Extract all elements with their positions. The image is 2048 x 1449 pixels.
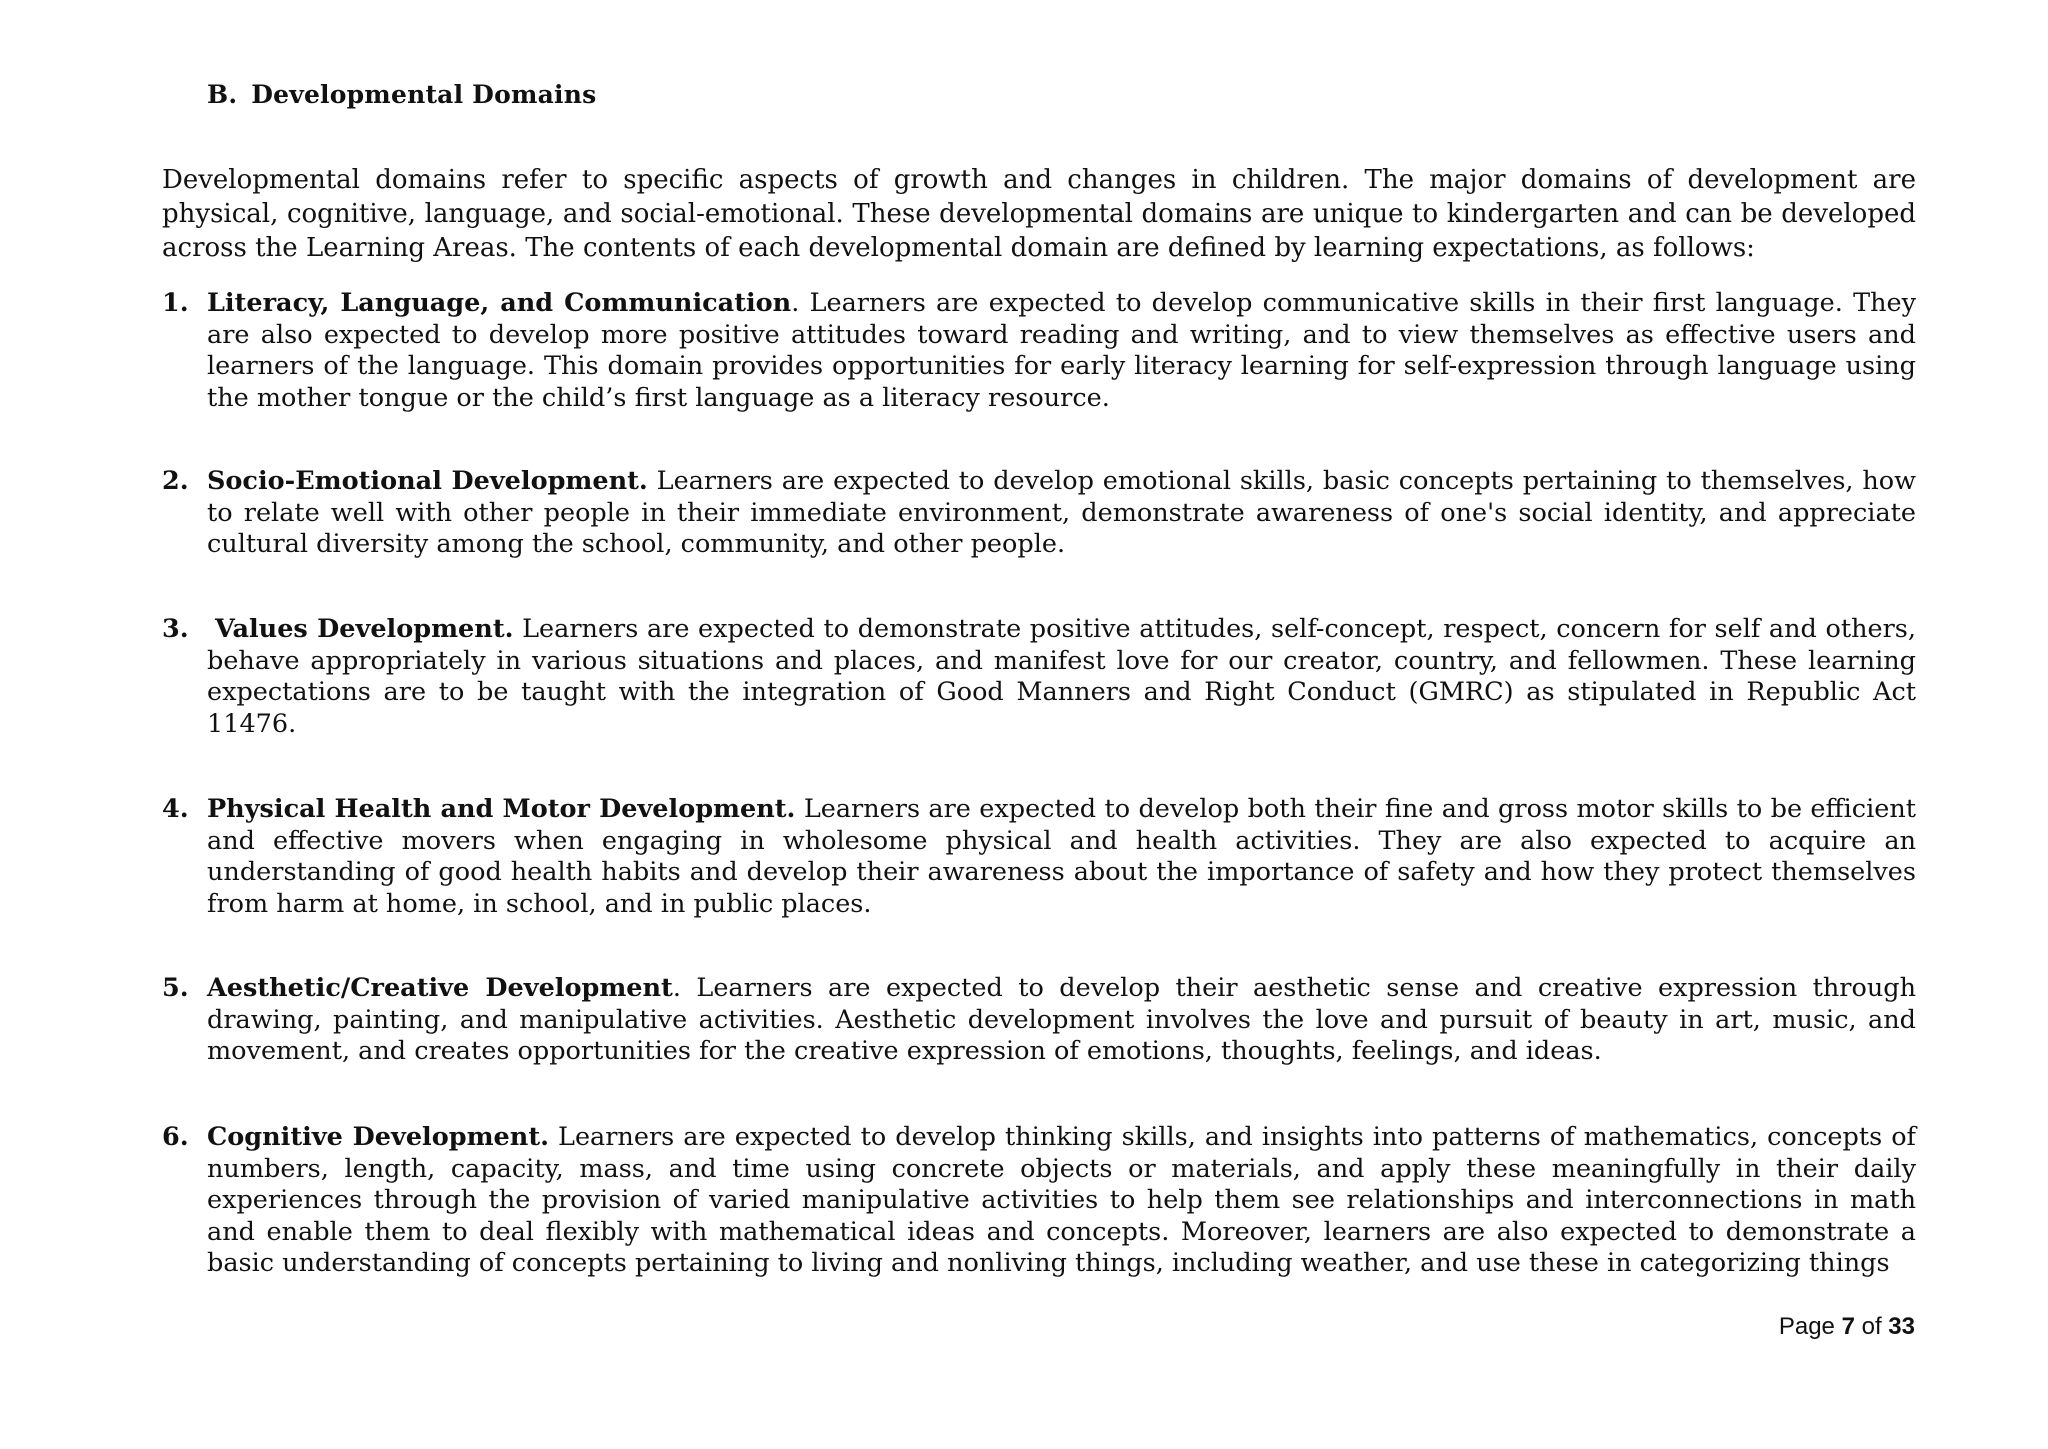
domain-item-socio-emotional [162,466,1916,561]
domain-name: Literacy, Language, and Communication [207,288,792,318]
domain-number: 2. [162,466,189,496]
of-label: of [1861,1313,1882,1340]
domain-body [207,1122,1916,1280]
section-heading [207,80,596,109]
domain-body [207,794,1916,920]
domain-number: 3. [162,614,189,644]
domain-body [207,614,1916,740]
domain-item-cognitive [162,1122,1916,1280]
domain-name: Socio-Emotional Development. [207,466,648,496]
section-title: Developmental Domains [251,80,597,109]
current-page-number: 7 [1841,1313,1855,1340]
domain-text: Learners are expected to demonstrate positive attitudes, self-concept, respect, concern for self and others, behave appropriately in various situations and places, and manifest love for our creator, country, and fellowmen. These learning expectations are to be taught with the integration of Good Manners and Right Conduct (GMRC) as stipulated in Republic Act 11476. [207,614,1916,739]
domain-name: Values Development. [215,614,514,644]
domain-number: 6. [162,1122,189,1152]
section-letter: B. [207,80,238,109]
domain-body [207,973,1916,1068]
domain-item-aesthetic [162,973,1916,1068]
domain-text: Learners are expected to develop thinking skills, and insights into patterns of mathematics, concepts of numbers, length, capacity, mass, and time using concrete objects or materials, and apply these meaningfully in their daily experiences through the provision of varied manipulative activities to help them see relationships and interconnections in math and enable them to deal flexibly with mathematical ideas and concepts. Moreover, learners are also expected to demonstrate a basic understanding of concepts pertaining to living and nonliving things, including weather, and use these in categorizing things [207,1122,1916,1278]
domain-number: 4. [162,794,189,824]
page-footer [1779,1313,1915,1341]
domain-text: . Learners are expected to develop their aesthetic sense and creative expression through drawing, painting, and manipulative activities. Aesthetic development involves the love and pursuit of beauty in art, music, and movement, and creates opportunities for the creative expression of emotions, thoughts, feelings, and ideas. [207,973,1916,1066]
domain-number: 5. [162,973,189,1003]
domain-body [207,466,1916,561]
domain-number: 1. [162,288,189,318]
domain-name: Physical Health and Motor Development. [207,794,796,824]
domain-text: Learners are expected to develop both their fine and gross motor skills to be efficient and effective movers when engaging in wholesome physical and health activities. They are also expected to acquire an understanding of good health habits and develop their awareness about the importance of safety and how they protect themselves from harm at home, in school, and in public places. [207,794,1916,919]
domain-item-literacy [162,288,1916,414]
intro-paragraph: Developmental domains refer to specific aspects of growth and changes in children. The major domains of development are physical, cognitive, language, and social-emotional. These developmental domains are unique to kindergarten and can be developed across the Learning Areas. The contents of each developmental domain are defined by learning expectations, as follows: [162,165,1916,263]
domain-name: Cognitive Development. [207,1122,549,1152]
domain-text: Learners are expected to develop emotional skills, basic concepts pertaining to themselves, how to relate well with other people in their immediate environment, demonstrate awareness of one's social identity, and appreciate cultural diversity among the school, community, and other people. [207,466,1916,559]
domain-body [207,288,1916,414]
total-pages-number: 33 [1888,1313,1915,1340]
domain-text: . Learners are expected to develop communicative skills in their first language. They are also expected to develop more positive attitudes toward reading and writing, and to view themselves as effective users and learners of the language. This domain provides opportunities for early literacy learning for self-expression through language using the mother tongue or the child’s first language as a literacy resource. [207,288,1916,413]
page-label: Page [1778,1313,1835,1340]
domain-item-physical-health [162,794,1916,920]
domain-name: Aesthetic/Creative Development [207,973,673,1003]
domain-item-values [162,614,1916,740]
